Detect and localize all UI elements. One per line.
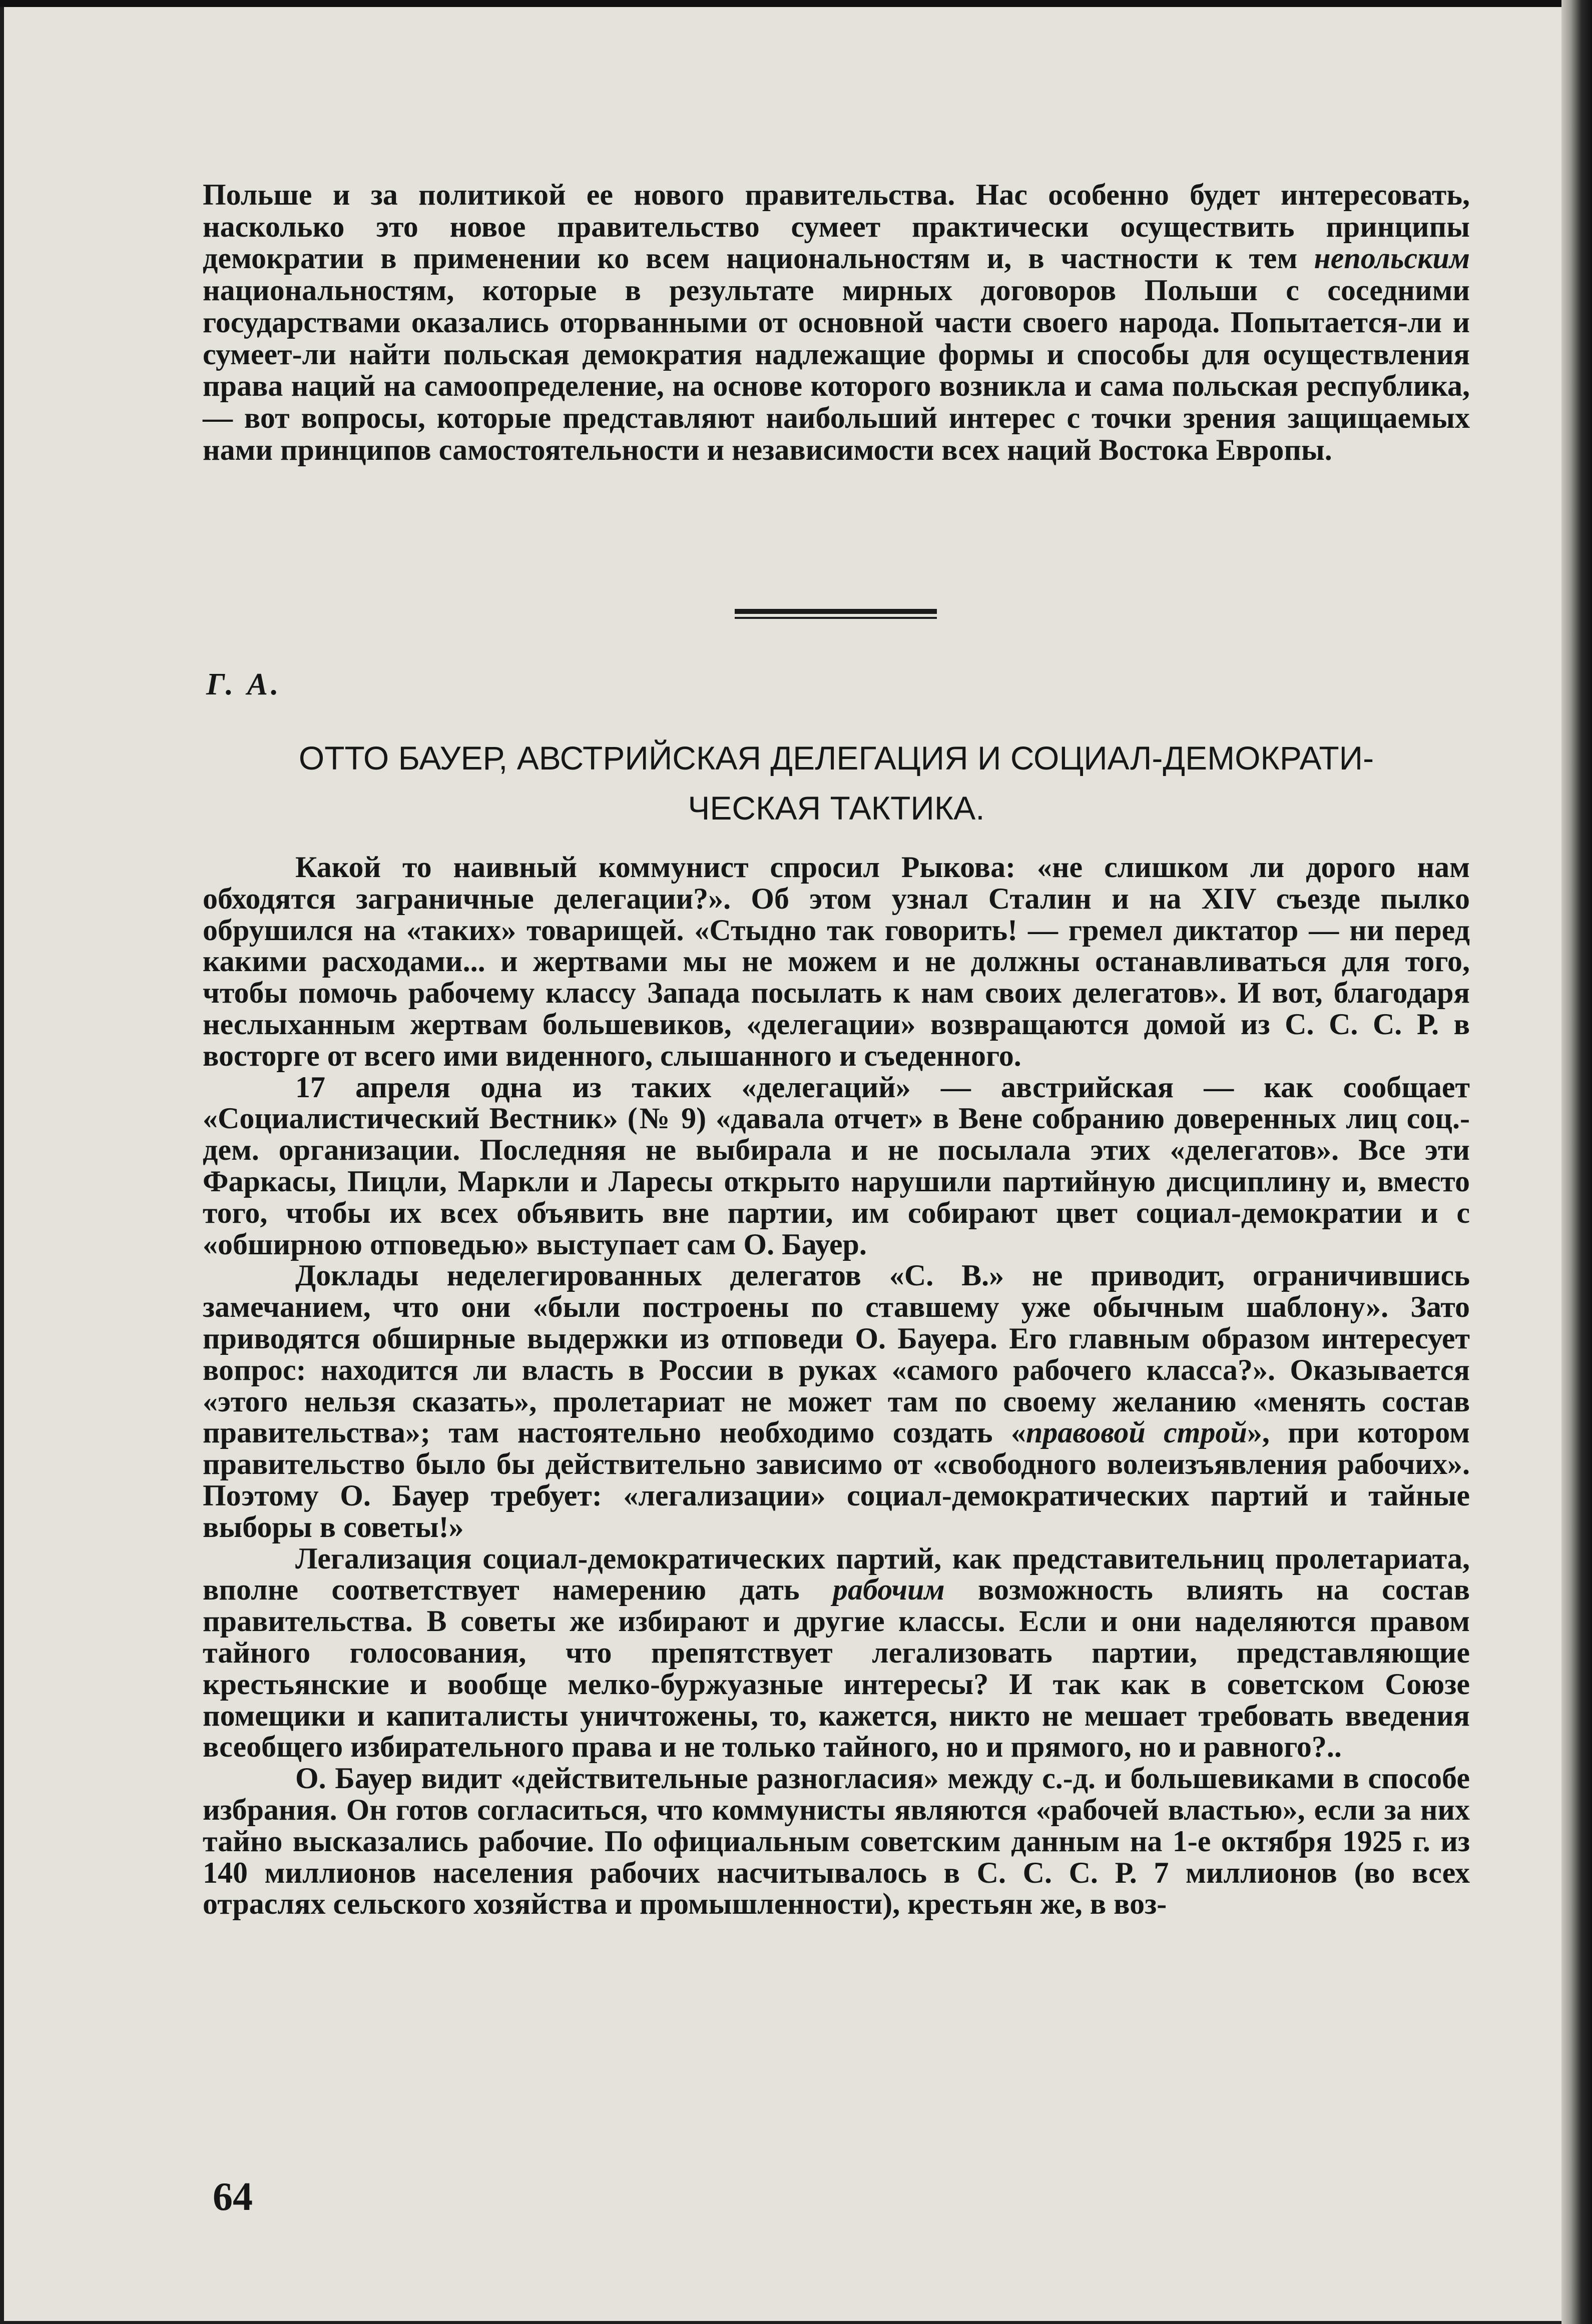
paragraph: Какой то наивный коммунист спросил Рыкова: «не слишком ли дорого нам обходятся заграничные делегации?». Об этом узнал Сталин и на XIV съезде пылко обрушился на «таких» товарищей. «Стыдно так говорить! — гремел диктатор — ни перед какими расходами... и жертвами мы не можем и не должны останавливаться для того, чтобы помочь рабочему классу Запада посылать к нам своих делегатов». И вот, благодаря неслыханным жертвам большевиков, «делегации» возвращаются домой из С. С. С. Р. в восторге от всего ими виденного, слышанного и съеденного. (203, 851, 1470, 1072)
scan-top-edge (0, 0, 1592, 7)
section-divider (735, 609, 937, 620)
title-line: ЧЕСКАЯ ТАКТИКА. (688, 790, 985, 827)
paragraph: О. Бауер видит «действительные разногласия» между с.-д. и большевиками в способе избрания. Он готов согласиться, что коммунисты являются «рабочей властью», если за них тайно высказались рабочие. По официальным советским данным на 1-е октября 1925 г. из 140 миллионов населения рабочих насчитывалось в С. С. С. Р. 7 миллионов (во всех отраслях сельского хозяйства и промышленности), крестьян же, в воз- (203, 1762, 1470, 1921)
text-run: », при котором правительство было бы действительно зависимо от «свободного волеизъявления рабочих». Поэтому О. Бауер требует: «легализации» социал-демократических партий и тайные выборы в советы!» (203, 1416, 1470, 1543)
title-line: ОТТО БАУЕР, АВСТРИЙСКАЯ ДЕЛЕГАЦИЯ И СОЦИАЛ-ДЕМОКРАТИ- (298, 739, 1374, 777)
intro-paragraph (203, 179, 1470, 466)
text-run: национальностям, которые в результате мирных договоров Польши с соседними государствами оказались оторванными от основной части своего народа. Попытается-ли и сумеет-ли найти польская демократия надлежащие формы и способы для осуществления права наций на самоопределение, на основе которого возникла и сама польская республика, — вот вопросы, которые представляют наибольший интерес с точки зрения защищаемых нами принципов самостоятельности и независимости всех наций Востока Европы. (203, 274, 1470, 466)
text-run: Польше и за политикой ее нового правительства. Нас особенно будет интересовать, насколько это новое правительство сумеет практически осуществить принципы демократии в применении ко всем национальностям и, в частности к тем (203, 178, 1470, 275)
text-run: Легализация социал-демократических партий, как представительниц пролетариата, вполне соответствует намерению дать (203, 1541, 1470, 1607)
page-number: 64 (213, 2175, 253, 2219)
paragraph (203, 1260, 1470, 1542)
intro-text (203, 179, 1470, 466)
paragraph: 17 апреля одна из таких «делегаций» — австрийская — как сообщает «Социалистический Вестник» (№ 9) «давала отчет» в Вене собранию доверенных лиц соц.-дем. организации. Последняя не выбирала и не посылала этих «делегатов». Все эти Фаркасы, Пицли, Маркли и Ларесы открыто нарушили партийную дисциплину и, вместо того, чтобы их всех объявить вне партии, им собирают цвет социал-демократии и с «обширною отповедью» выступает сам О. Бауер. (203, 1070, 1470, 1261)
text-run: Доклады неделегированных делегатов «С. В.» не приводит, ограничившись замечанием, что они «были построены по ставшему уже обычным шаблону». Зато приводятся обширные выдержки из отповеди О. Бауера. Его главным образом интересует вопрос: находится ли власть в России в руках «самого рабочего класса?». Оказывается «этого нельзя сказать», пролетариат не может там по своему желанию «менять состав правительства»; там настоятельно необходимо создать « (203, 1259, 1470, 1449)
text-run: возможность влиять на состав правительства. В советы же избирают и другие классы. Если и они наделяются правом тайного голосования, что препятствует легализовать партии, представляющие крестьянские и вообще мелко-буржуазные интересы? И так как в советском Союзе помещики и капиталисты уничтожены, то, кажется, никто не мешает требовать введения всеобщего избирательного права и не только тайного, но и прямого, но и равного?.. (203, 1573, 1470, 1764)
emphasis: непольским (1314, 242, 1470, 275)
emphasis: рабочим (833, 1573, 945, 1607)
article-title (203, 733, 1470, 833)
paragraph (203, 1543, 1470, 1763)
article-author: Г. А. (206, 667, 282, 701)
scan-right-edge (1561, 0, 1592, 2324)
article-body (203, 852, 1470, 1920)
emphasis: правовой строй (1025, 1416, 1247, 1449)
